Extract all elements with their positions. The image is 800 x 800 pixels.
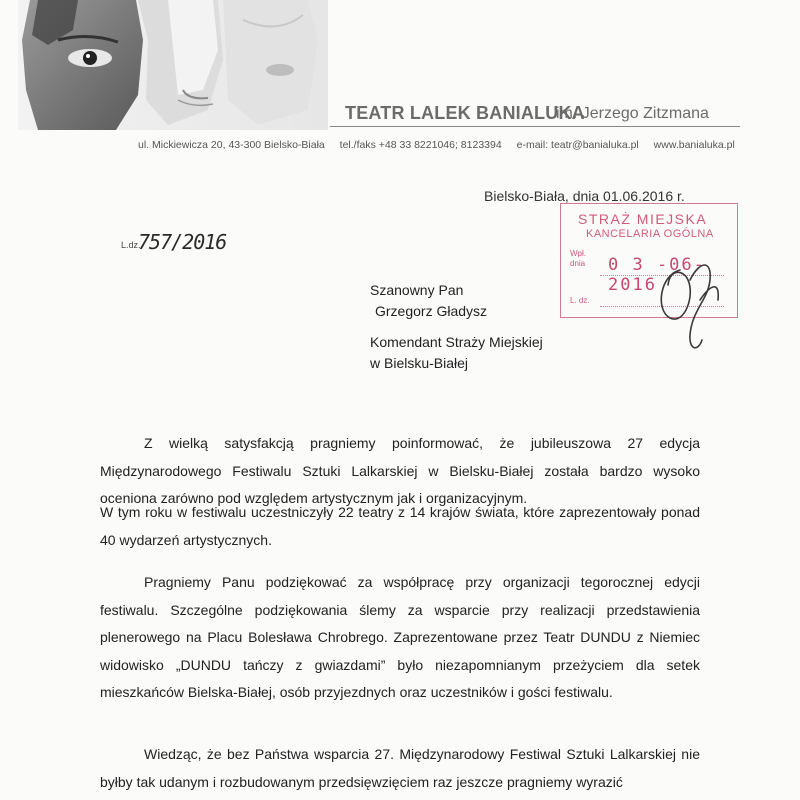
stamp-title: STRAŻ MIEJSKA [578,211,708,227]
phone: tel./faks +48 33 8221046; 8123394 [339,139,502,151]
theatre-logo-puppet-face [18,0,328,130]
header-divider [330,126,740,127]
letter-paragraph: W tym roku w festiwalu uczestniczyły 22 teatry z 14 krajów świata, które zaprezentowały ponad 40 wydarzeń artystycznych. [100,504,700,548]
recipient-name: Grzegorz Gładysz [375,303,488,319]
email: e-mail: teatr@banialuka.pl [516,139,639,151]
website: www.banialuka.pl [653,139,735,151]
letter-paragraph: Wiedząc, że bez Państwa wsparcia 27. Międzynarodowy Festiwal Sztuki Lalkarskiej nie byłby tak udanym i rozbudowanym przedsięwzięciem raz jeszcze pragniemy wyrazić [100,746,700,790]
address: ul. Mickiewicza 20, 43-300 Bielsko-Biała [138,139,325,151]
stamp-ldz-label: L. dz. [570,296,590,305]
letter-paragraph: Pragniemy Panu podziękować za współpracę przy organizacji tegorocznej edycji festiwalu. Szczególne podziękowania ślemy za wsparcie przy realizacji przedstawienia plenerowego na Placu Bolesława Chrobrego. Zaprezentowane przez Teatr DUNDU z Niemiec widowisko „DUNDU tańczy z gwiazdami” było niezapomnianym przeżyciem dla setek mieszkańców Bielska-Białej, osób przyjezdnych oraz uczestników i gości festiwalu. [100,574,700,700]
organization-subtitle: im. Jerzego Zitzmana [556,105,709,122]
date-line: Bielsko-Biała, dnia 01.06.2016 r. [484,188,685,204]
handwritten-signature [640,240,740,360]
recipient-place: w Bielsku-Białej [370,355,469,371]
stamp-subtitle: KANCELARIA OGÓLNA [586,228,714,240]
stamp-date: 0 3 -06- 2016 [608,255,706,295]
organization-name: TEATR LALEK BANIALUKA [345,103,585,123]
reference-label: L.dz. [121,240,141,250]
reference-number: 757/2016 [138,230,227,254]
recipient-salutation: Szanowny Pan [370,282,464,298]
recipient-title: Komendant Straży Miejskiej [370,334,543,350]
stamp-received-label: Wpł. dnia [570,249,586,268]
contact-line [138,139,747,151]
letter-paragraph: Z wielką satysfakcją pragniemy poinformować, że jubileuszowa 27 edycja Międzynarodowego Festiwalu Sztuki Lalkarskiej w Bielsku-Białej została bardzo wysoko oceniona zarówno pod względem artystycznym jak i organizacyjnym. [100,435,700,506]
